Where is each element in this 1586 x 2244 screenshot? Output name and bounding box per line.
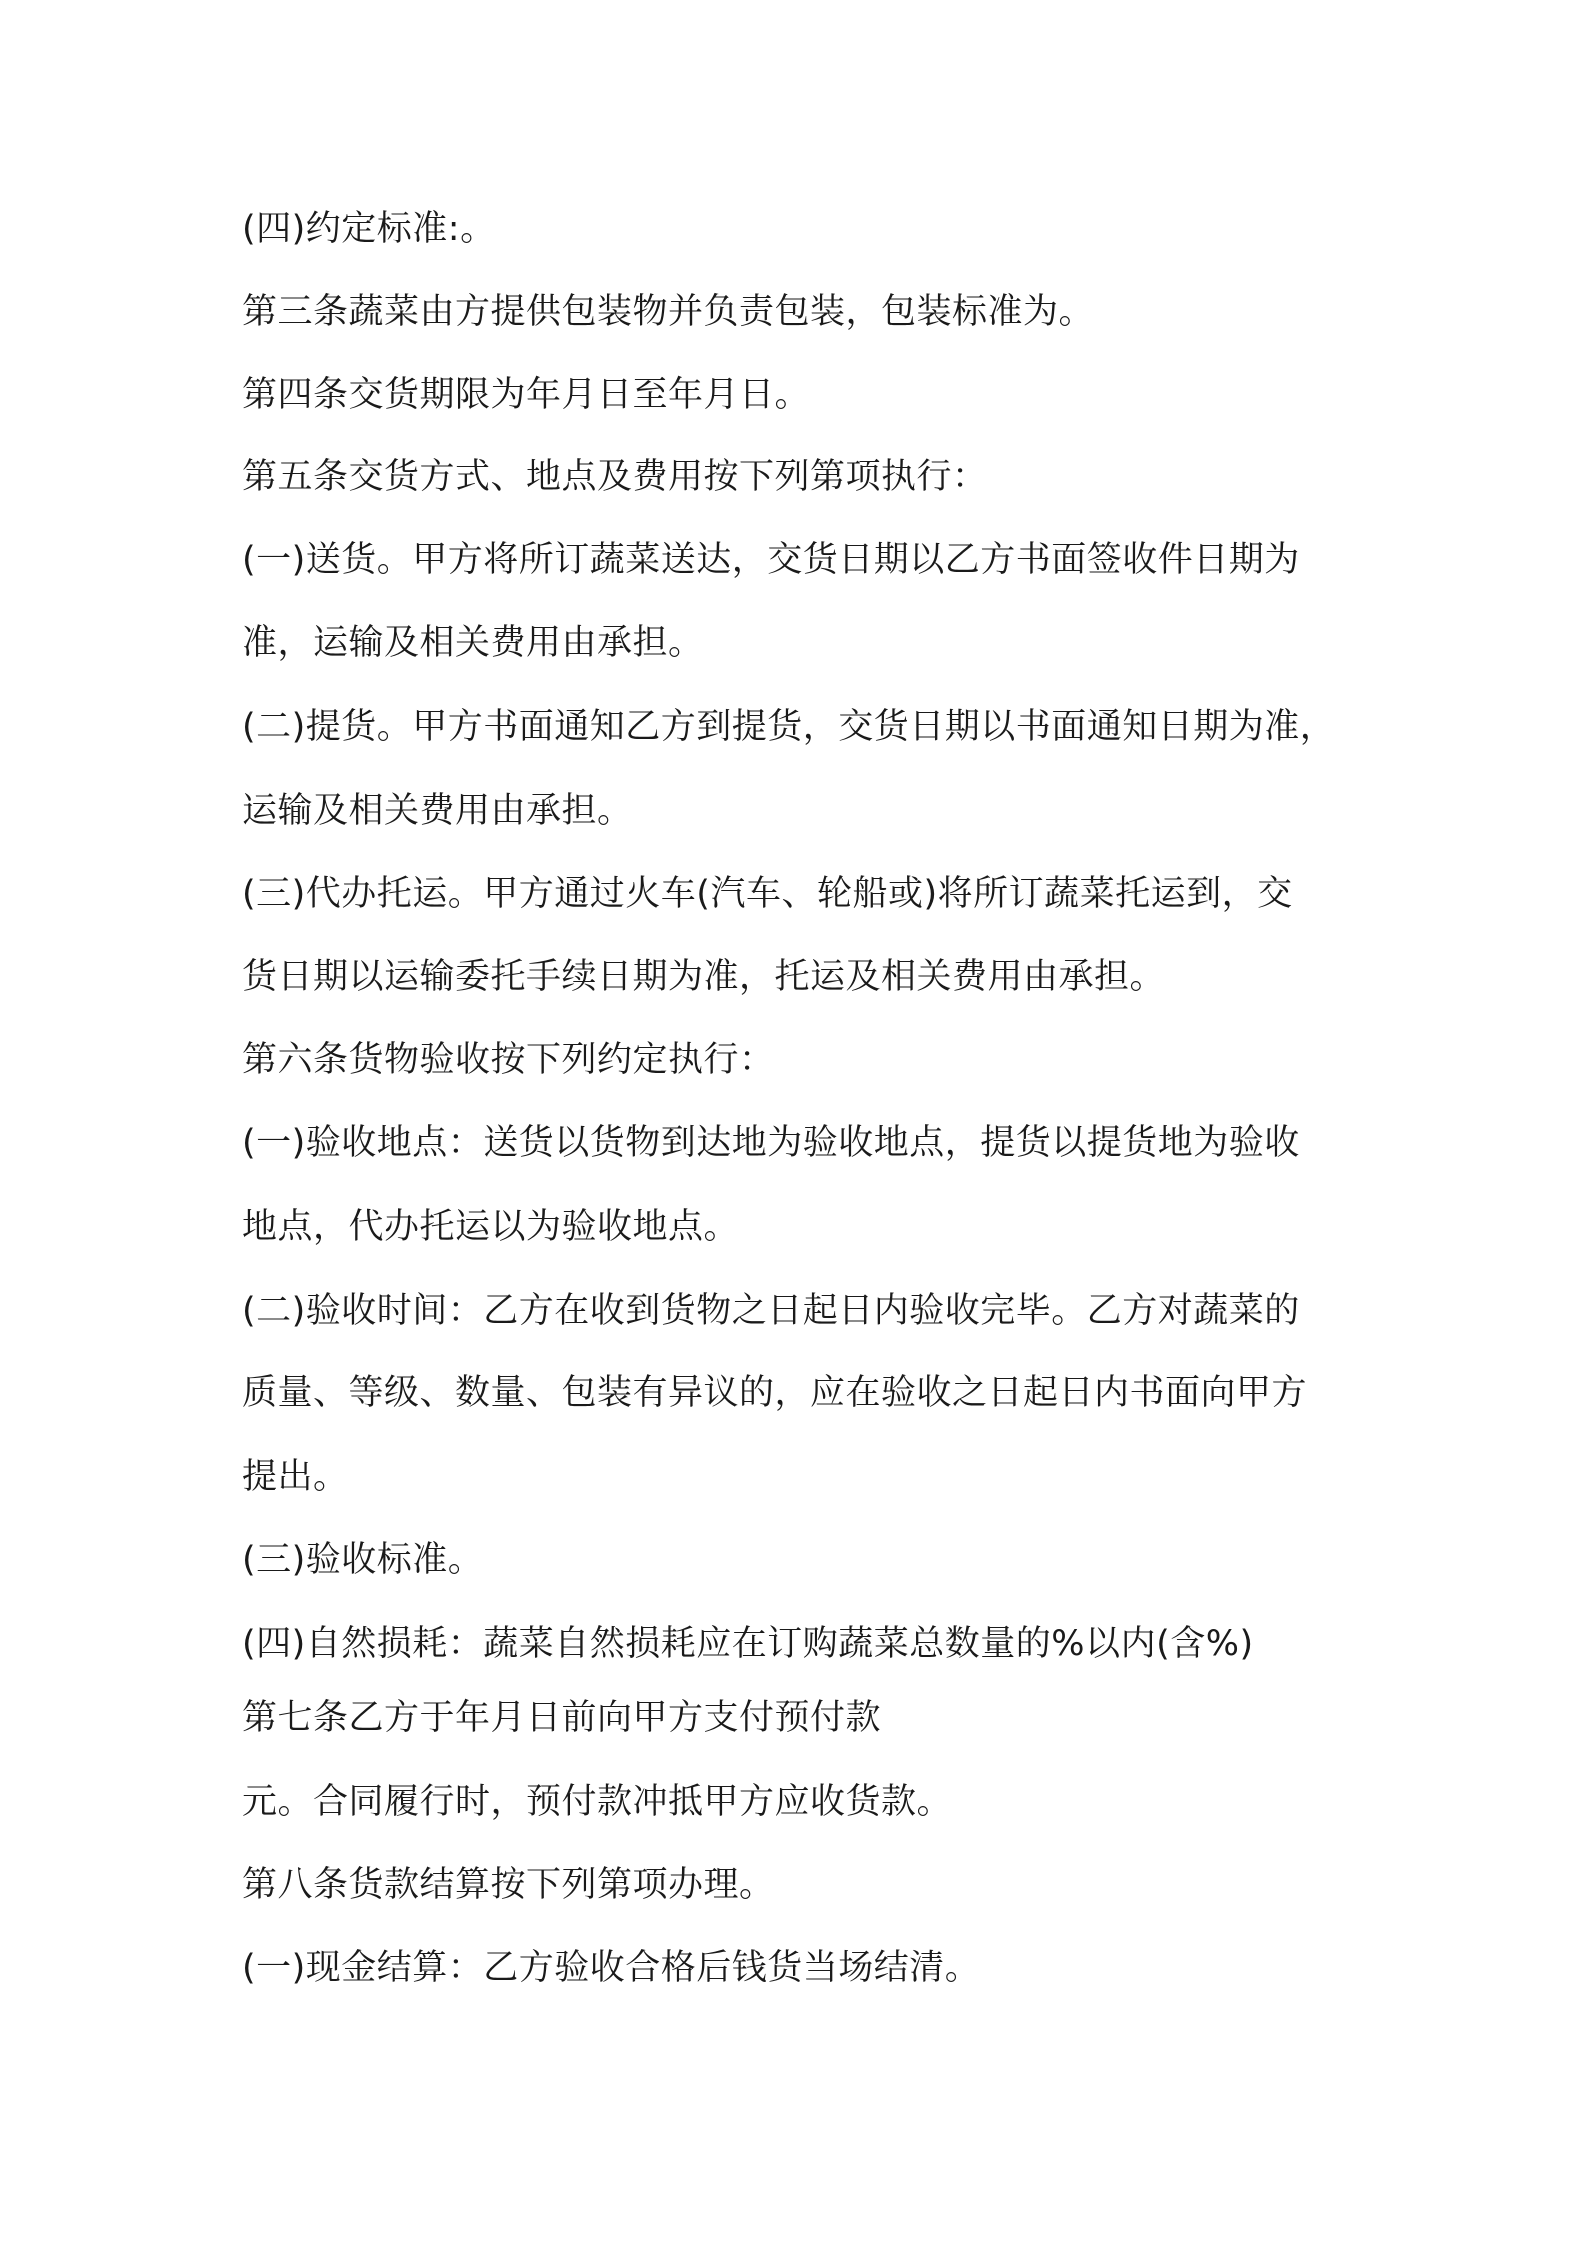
text-line: 第三条蔬菜由方提供包装物并负责包装，包装标准为。 xyxy=(242,292,1095,332)
text-line: 第七条乙方于年月日前向甲方支付预付款 xyxy=(242,1698,882,1738)
text-line: 地点，代办托运以为验收地点。 xyxy=(242,1207,740,1247)
text-line: (四)约定标准:。 xyxy=(242,209,496,249)
text-line: 第六条货物验收按下列约定执行： xyxy=(242,1040,775,1080)
text-line: (三)验收标准。 xyxy=(242,1540,484,1580)
text-line: 质量、等级、数量、包装有异议的，应在验收之日起日内书面向甲方 xyxy=(242,1373,1308,1413)
text-line: 准，运输及相关费用由承担。 xyxy=(242,623,704,663)
text-line: (二)提货。甲方书面通知乙方到提货，交货日期以书面通知日期为准， xyxy=(242,707,1336,747)
text-line: (一)验收地点：送货以货物到达地为验收地点，提货以提货地为验收 xyxy=(242,1123,1300,1163)
text-line: (一)送货。甲方将所订蔬菜送达，交货日期以乙方书面签收件日期为 xyxy=(242,540,1300,580)
text-line: 第四条交货期限为年月日至年月日。 xyxy=(242,375,811,415)
text-line: (二)验收时间：乙方在收到货物之日起日内验收完毕。乙方对蔬菜的 xyxy=(242,1291,1300,1331)
text-line: (三)代办托运。甲方通过火车(汽车、轮船或)将所订蔬菜托运到，交 xyxy=(242,874,1293,914)
text-line: (四)自然损耗：蔬菜自然损耗应在订购蔬菜总数量的%以内(含%) xyxy=(242,1624,1254,1664)
text-line: 运输及相关费用由承担。 xyxy=(242,791,633,831)
text-line: 货日期以运输委托手续日期为准，托运及相关费用由承担。 xyxy=(242,957,1166,997)
text-line: 第八条货款结算按下列第项办理。 xyxy=(242,1865,775,1905)
text-line: 提出。 xyxy=(242,1457,349,1497)
text-line: 元。合同履行时，预付款冲抵甲方应收货款。 xyxy=(242,1782,953,1822)
text-line: (一)现金结算：乙方验收合格后钱货当场结清。 xyxy=(242,1948,981,1988)
text-line: 第五条交货方式、地点及费用按下列第项执行： xyxy=(242,457,988,497)
